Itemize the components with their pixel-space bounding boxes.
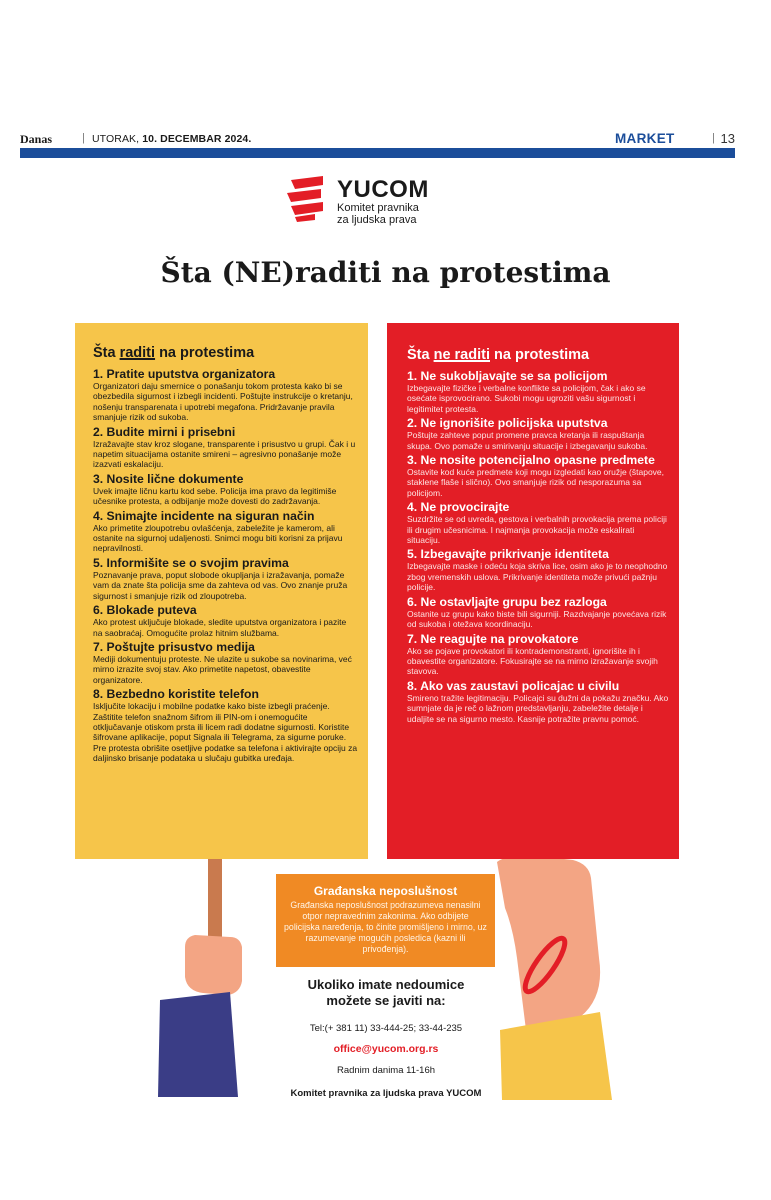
civil-disobedience-box xyxy=(276,874,495,967)
dont-item xyxy=(407,595,669,630)
masthead-divider: | xyxy=(82,132,85,144)
section-name: MARKET xyxy=(615,131,675,146)
contact-question: Ukoliko imate nedoumice xyxy=(307,977,465,992)
logo-name: YUCOM xyxy=(337,176,429,203)
masthead-divider: | xyxy=(712,132,715,144)
civil-title: Građanska neposlušnost xyxy=(313,884,458,898)
do-item xyxy=(93,640,358,685)
issue-date xyxy=(92,133,251,145)
do-item xyxy=(93,472,358,507)
logo-subtitle: za ljudska prava xyxy=(337,214,417,226)
do-item-title: 8. Bezbedno koristite telefon xyxy=(93,687,259,702)
dont-item-text: Poštujte zahteve poput promene pravca kretanja ili raspuštanja skupa. Ovo pomaže u smirivanju situacije i izbegavanju sukoba. xyxy=(407,430,648,451)
dont-item-text: Izbegavajte fizičke i verbalne konflikte sa policijom, čak i ako se osećate isprovocirano. Sukobi mogu ugroziti vašu sigurnost i legitimitet protesta. xyxy=(407,383,646,414)
contact-organization: Komitet pravnika za ljudska prava YUCOM xyxy=(290,1088,482,1099)
do-item-title: 5. Informišite se o svojim pravima xyxy=(93,555,289,570)
do-item-text: Ako primetite zloupotrebu ovlašćenja, zabeležite je kamerom, ali ostanite na sigurnoj udaljenosti. Snimci mogu biti korisni za prijavu nepravilnosti. xyxy=(93,522,343,554)
dont-item-title: 2. Ne ignorišite policijska uputstva xyxy=(407,416,608,431)
do-item-title: 4. Snimajte incidente na siguran način xyxy=(93,508,315,523)
do-item-text: Uvek imajte ličnu kartu kod sebe. Policija ima pravo da legitimiše učesnike protesta, a odbijanje može dovesti do zadržavanja. xyxy=(93,485,337,507)
dont-heading-pre: Šta xyxy=(407,347,434,363)
do-item xyxy=(93,556,358,601)
do-item xyxy=(93,425,358,470)
do-heading-emphasis: raditi xyxy=(119,345,156,361)
masthead-bar xyxy=(20,148,735,158)
dont-item-title: 8. Ako vas zaustavi policajac u civilu xyxy=(407,678,620,693)
page-title: Šta (NE)raditi na protestima xyxy=(160,256,611,289)
dont-item xyxy=(407,632,669,677)
issue-date-value: 10. DECEMBAR 2024. xyxy=(142,133,252,145)
contact-email-link[interactable]: office@yucom.org.rs xyxy=(333,1043,439,1055)
do-item-title: 1. Pratite uputstva organizatora xyxy=(93,367,276,381)
dont-item-title: 1. Ne sukobljavajte se sa policijom xyxy=(407,369,608,383)
do-item-title: 2. Budite mirni i prisebni xyxy=(93,424,236,439)
dont-heading-post: na protestima xyxy=(490,347,590,363)
do-item-text: Organizatori daju smernice o ponašanju tokom protesta kako bi se obezbedila sigurnost i izbegli incidenti. Poštujte instrukcije o kretanju, nošenju transparenata i upotrebi megafona. Pridržavanje pravila smanjuje rizik od sukoba. xyxy=(93,381,353,423)
civil-text: Građanska neposlušnost podrazumeva nenasilni otpor nepravednim zakonima. Ako odbijete policijska naređenja, to činite promišljeno i mirno, uz razumevanje mogućih posledica (kazni ili privođenja). xyxy=(284,900,487,954)
dont-item-title: 7. Ne reagujte na provokatore xyxy=(407,631,579,646)
page-number: 13 xyxy=(720,131,735,146)
yucom-logo xyxy=(285,176,465,226)
dont-item-text: Suzdržite se od uvreda, gestova i verbalnih provokacija prema policiji ili drugim učesnicima. I najmanja provokacija može eskalirati situaciju. xyxy=(407,514,667,546)
do-item-text: Isključite lokaciju i mobilne podatke kako biste izbegli praćenje. Zaštitite telefon snažnom šifrom ili PIN-om i onemogućite otključavanje otiskom prsta ili licem radi dodatne sigurnosti. Koristite šifrovane aplikacije, poput Signala ili Telegrama, za sigurne poruke. Pre protesta obrišite osetljive podatke sa telefona i aktivirajte opciju za daljinsko brisanje podataka u slučaju gubitka uređaja. xyxy=(93,701,358,764)
do-item-title: 6. Blokade puteva xyxy=(93,603,197,618)
do-item-text: Izražavajte stav kroz slogane, transparente i prisustvo u grupi. Čak i u napetim situacijama ostanite smireni – agresivno ponašanje može izazvati eskalaciju. xyxy=(93,438,356,470)
do-item xyxy=(93,509,358,554)
dont-heading xyxy=(407,347,669,363)
dont-item xyxy=(407,679,669,724)
contact-question: možete se javiti na: xyxy=(326,993,446,1008)
do-heading xyxy=(93,345,358,361)
do-item-title: 3. Nosite lične dokumente xyxy=(93,471,244,486)
masthead xyxy=(20,132,735,148)
dont-item-title: 3. Ne nosite potencijalno opasne predmete xyxy=(407,453,655,468)
dont-item xyxy=(407,369,669,414)
dont-item-text: Ostavite kod kuće predmete koji mogu izgledati kao oružje (štapove, staklene flaše i slično). Ovo smanjuje rizik od nesporazuma sa policijom. xyxy=(407,467,665,498)
dont-item xyxy=(407,416,669,451)
do-item-title: 7. Poštujte prisustvo medija xyxy=(93,639,255,654)
do-heading-pre: Šta xyxy=(93,345,120,361)
dont-item-text: Ostanite uz grupu kako biste bili sigurniji. Razdvajanje povećava rizik od sukoba i otežava koordinaciju. xyxy=(407,608,667,630)
do-column xyxy=(75,323,368,859)
dont-item-title: 4. Ne provocirajte xyxy=(407,500,510,515)
dont-column xyxy=(387,323,679,859)
do-item-text: Mediji dokumentuju proteste. Ne ulazite u sukobe sa novinarima, već mirno izrazite svoj stav. Ako primetite napetost, obavestite organizatore. xyxy=(93,653,352,685)
publication-name: Danas xyxy=(20,132,53,146)
contact-hours: Radnim danima 11-16h xyxy=(336,1065,436,1076)
logo-subtitle: Komitet pravnika xyxy=(337,202,419,214)
dont-heading-emphasis: ne raditi xyxy=(433,347,490,363)
do-item-text: Ako protest uključuje blokade, sledite uputstva organizatora i pazite na saobraćaj. Omogućite prolaz hitnim službama. xyxy=(93,617,347,638)
do-item xyxy=(93,603,358,638)
contact-block xyxy=(226,977,546,1099)
dont-item-title: 6. Ne ostavljajte grupu bez razloga xyxy=(407,594,607,609)
do-item-text: Poznavanje prava, poput slobode okupljanja i izražavanja, pomaže vam da znate šta policija sme da zahteva od vas. Ovo znanje pruža sigurnost i smanjuje rizik od zloupotreba. xyxy=(93,569,348,601)
dont-item xyxy=(407,547,669,592)
do-item xyxy=(93,687,358,763)
dont-item-text: Izbegavajte maske i odeću koja skriva lice, osim ako je to neophodno zbog vremenskih uslova. Prikrivanje identiteta može privući pažnju policije. xyxy=(407,561,668,593)
dont-item-title: 5. Izbegavajte prikrivanje identiteta xyxy=(407,547,609,562)
dont-item-text: Ako se pojave provokatori ili kontrademonstranti, ignorišite ih i obavestite organizatore. Fokusirajte se na mirno izražavanje svojih stavova. xyxy=(407,645,658,677)
dont-item-text: Smireno tražite legitimaciju. Policajci su dužni da pokažu značku. Ako sumnjate da je reč o lažnom predstavljanju, zabeležite detalje i udaljite se na sigurno mesto. Kasnije potražite pravnu pomoć. xyxy=(407,692,669,724)
dont-item xyxy=(407,453,669,498)
issue-day: UTORAK, xyxy=(92,133,140,145)
contact-phone: Tel:(+ 381 11) 33-444-25; 33-44-235 xyxy=(309,1023,463,1034)
do-heading-post: na protestima xyxy=(155,345,255,361)
do-item xyxy=(93,367,358,423)
dont-item xyxy=(407,500,669,545)
yucom-logo-icon xyxy=(285,176,329,222)
